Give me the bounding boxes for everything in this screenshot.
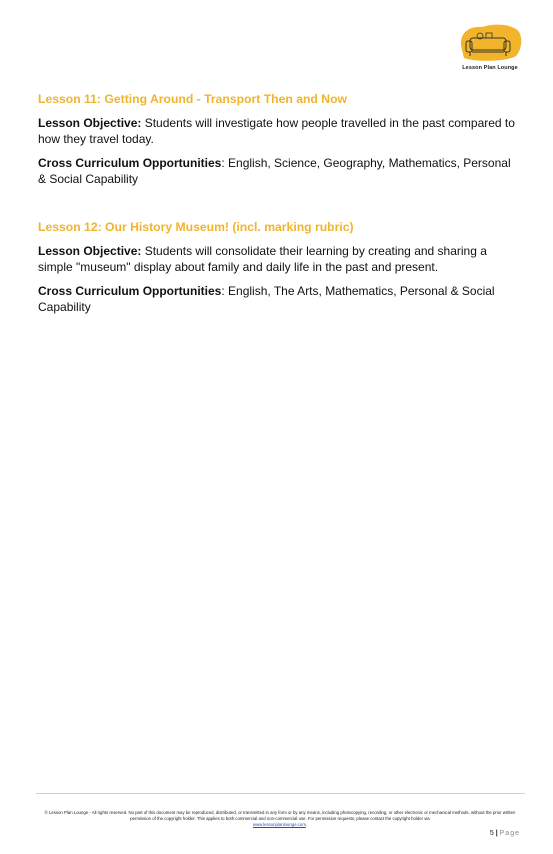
cross-label: Cross Curriculum Opportunities: [38, 284, 222, 298]
page-word: Page: [499, 830, 520, 837]
objective-text: Students will investigate how people travelled in the past compared to how they travel today.: [38, 116, 515, 146]
brand-logo: [456, 22, 524, 74]
lesson-title: Lesson 12: Our History Museum! (incl. marking rubric): [38, 220, 354, 234]
cross-curriculum: [38, 283, 520, 315]
cross-text: : English, Science, Geography, Mathematics, Personal & Social Capability: [38, 156, 511, 186]
lesson-objective: [38, 115, 520, 147]
footer-copyright: [40, 810, 520, 828]
lesson-objective: [38, 243, 520, 275]
footer-divider: [36, 793, 525, 794]
lesson-11: [38, 92, 520, 195]
sofa-icon: [456, 22, 524, 66]
cross-curriculum: [38, 155, 520, 187]
copyright-text: © Lesson Plan Lounge - All rights reserved. No part of this document may be reproduced, distributed, or transmitted in any form or by any means, including photocopying, recording, or other electronic or mechanical methods, without the prior written permission of the copyright holder. This applies to both commercial and non-commercial use. For permission requests, please contact the copyright holder via: [44, 810, 516, 821]
logo-text: Lesson Plan Lounge: [462, 65, 518, 71]
page-separator: |: [495, 830, 498, 837]
page-number: [490, 830, 520, 837]
lesson-title: Lesson 11: Getting Around - Transport Then and Now: [38, 92, 347, 106]
objective-text: Students will consolidate their learning by creating and sharing a simple "museum" display about family and daily life in the past and present.: [38, 244, 487, 274]
page-number-value: 5: [489, 830, 494, 837]
link-suffix: .: [305, 822, 308, 827]
cross-label: Cross Curriculum Opportunities: [38, 156, 222, 170]
lesson-12: [38, 220, 520, 323]
cross-text: : English, The Arts, Mathematics, Personal & Social Capability: [38, 284, 495, 314]
objective-label: Lesson Objective:: [38, 244, 142, 258]
website-link[interactable]: www.lessonplanlounge.com: [252, 822, 306, 827]
objective-label: Lesson Objective:: [38, 116, 142, 130]
